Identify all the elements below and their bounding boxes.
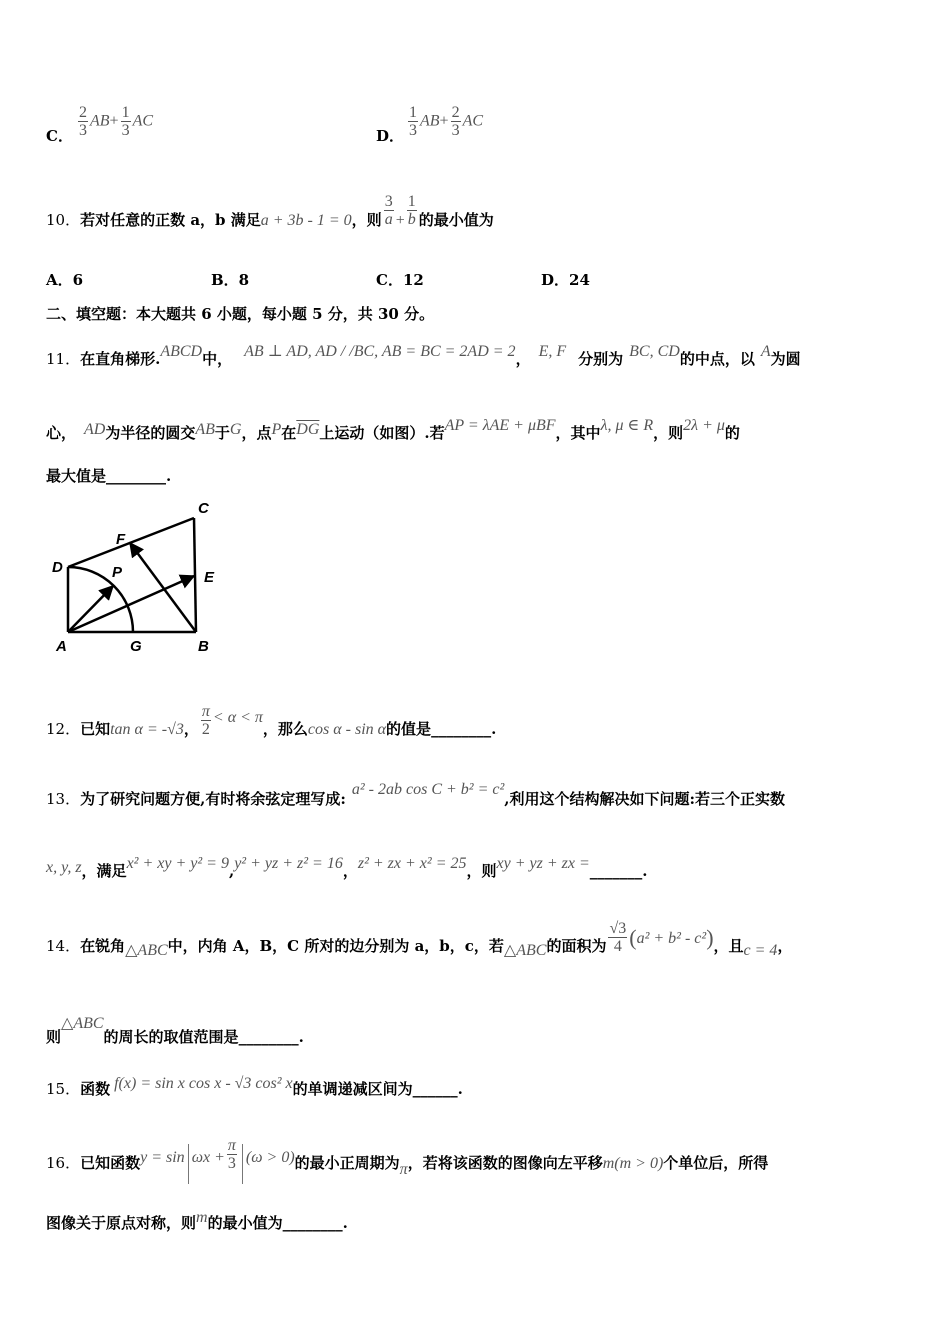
- question-15: 15．函数 f(x) = sin x cos x - √3 cos² x的单调递减区间为______.: [46, 1075, 463, 1098]
- q9-d-fraction-2: $\frac{2}{3}$: [451, 104, 460, 139]
- answer-blank[interactable]: _______: [589, 862, 643, 880]
- answer-blank[interactable]: ______: [412, 1080, 458, 1098]
- q10-option-b: B．8: [211, 271, 250, 289]
- side-bc: [194, 518, 196, 632]
- q9-c-fraction-2: $\frac{1}{3}$: [121, 104, 130, 139]
- trapezoid-figure: [48, 496, 228, 656]
- q10-fraction-1: $\frac{3}{a}$: [384, 192, 393, 228]
- q10-fraction-2: $\frac{1}{b}$: [407, 192, 416, 228]
- question-11-line-2: 心， AD为半径的圆交AB于G，点P在$\overline{DG}$上运动（如图）.若AP = λAE + μBF，其中λ, μ ∈ R，则2λ + μ的: [46, 417, 740, 442]
- vector-bf: [130, 543, 196, 632]
- label-g: G: [130, 638, 142, 655]
- q16-fraction: $\frac{\pi}{3}$: [227, 1136, 236, 1172]
- label-p: P: [112, 564, 123, 581]
- q9-option-d-expr: $\frac{1}{3}$ AB+ $\frac{2}{3}$ AC: [409, 104, 484, 139]
- question-11-line-3: 最大值是________.: [46, 467, 172, 485]
- q10-option-c: C．12: [376, 271, 424, 289]
- label-b: B: [198, 638, 209, 655]
- q9-option-c-expr: $\frac{2}{3}$ AB+ $\frac{1}{3}$ AC: [79, 104, 154, 139]
- q9-c-fraction-1: $\frac{2}{3}$: [79, 104, 87, 139]
- q10-option-d: D．24: [541, 271, 590, 289]
- question-13-line-1: 13．为了研究问题方便,有时将余弦定理写成:a² - 2ab cos C + b² = c²,利用这个结构解决如下问题:若三个正实数: [46, 781, 786, 808]
- question-12: 12．已知tan α = -√3， $\frac{\pi}{2}$ < α < π，那么cos α - sin α的值是________.: [46, 702, 497, 738]
- question-16-line-1: 16．已知函数y = sin ωx + $\frac{\pi}{3}$ (ω > 0)的最小正周期为π，若将该函数的图像向左平移m(m > 0)个单位后，所得: [46, 1144, 768, 1184]
- label-c: C: [198, 500, 209, 517]
- answer-blank[interactable]: ________: [106, 467, 167, 485]
- section-heading-fill-in: 二、填空题：本大题共 6 小题，每小题 5 分，共 30 分。: [46, 305, 435, 323]
- question-14-line-2: 则△ABC的周长的取值范围是________.: [46, 1015, 304, 1046]
- label-f: F: [116, 531, 126, 548]
- q12-fraction: $\frac{\pi}{2}$: [201, 702, 210, 738]
- q14-fraction: $\frac{√3}{4}$: [609, 919, 627, 955]
- question-14-line-1: 14．在锐角△ABC中，内角 A，B，C 所对的边分别为 a，b，c，若△ABC的面积为 $\frac{√3}{4}$ (a² + b² - c²)，且c = 4，: [46, 919, 793, 959]
- q10-option-a: A．6: [46, 271, 84, 289]
- answer-blank[interactable]: ________: [282, 1214, 343, 1232]
- label-d: D: [52, 559, 63, 576]
- question-10: 10．若对任意的正数 a，b 满足a + 3b - 1 = 0，则 $\frac{3}{a}$ + $\frac{1}{b}$ 的最小值为: [46, 192, 494, 229]
- question-13-line-2: x, y, z，满足x² + xy + y² = 9,y² + yz + z² = 16，z² + zx + x² = 25，则xy + yz + zx =_______.: [46, 855, 648, 880]
- question-11-line-1: 11．在直角梯形.ABCD中， AB ⊥ AD, AD / /BC, AB = BC = 2AD = 2， E, F 分别为 BC, CD的中点，以 A为圆: [46, 343, 801, 368]
- answer-blank[interactable]: ________: [431, 720, 492, 738]
- q9-option-d-label: D．: [376, 127, 405, 145]
- label-e: E: [204, 569, 215, 586]
- answer-blank[interactable]: ________: [238, 1028, 299, 1046]
- q9-option-c-label: C．: [46, 127, 73, 145]
- question-16-line-2: 图像关于原点对称，则m的最小值为________.: [46, 1209, 348, 1232]
- q9-d-fraction-1: $\frac{1}{3}$: [409, 104, 417, 139]
- label-a: A: [56, 638, 67, 655]
- vector-ap: [68, 586, 113, 632]
